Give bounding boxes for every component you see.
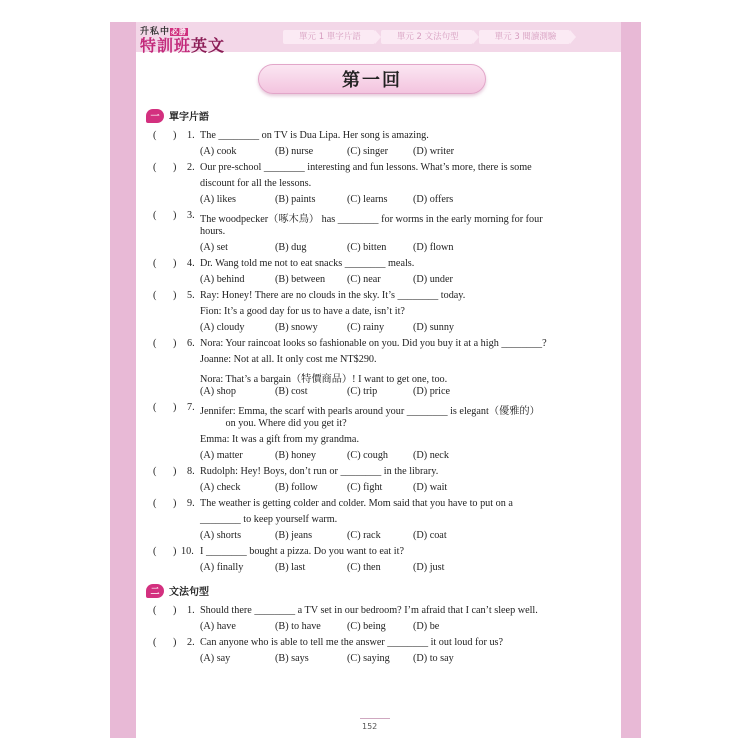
answer-option[interactable]: (C) saying xyxy=(347,653,390,664)
question-text: Dr. Wang told me not to eat snacks ________ meals. xyxy=(200,258,415,269)
question-text: Emma: It was a gift from my grandma. xyxy=(200,434,359,445)
answer-blank-open: ( xyxy=(153,162,157,173)
section-number-badge: 一 xyxy=(146,109,164,123)
question-text: discount for all the lessons. xyxy=(200,178,312,189)
answer-option[interactable]: (D) under xyxy=(413,274,453,285)
answer-option[interactable]: (A) cook xyxy=(200,146,237,157)
question-number: 3. xyxy=(187,210,195,221)
answer-option[interactable]: (A) likes xyxy=(200,194,236,205)
answer-option[interactable]: (A) say xyxy=(200,653,231,664)
question-number: 1. xyxy=(187,605,195,616)
answer-option[interactable]: (B) dug xyxy=(275,242,307,253)
question-text: Rudolph: Hey! Boys, don’t run or ________ in the library. xyxy=(200,466,439,477)
answer-option[interactable]: (B) nurse xyxy=(275,146,314,157)
footer-divider xyxy=(360,718,390,719)
question-number: 5. xyxy=(187,290,195,301)
answer-blank-open: ( xyxy=(153,402,157,413)
title-banner xyxy=(258,64,486,94)
answer-option[interactable]: (D) sunny xyxy=(413,322,455,333)
answer-option[interactable]: (C) fight xyxy=(347,482,383,493)
answer-blank-close: ) xyxy=(173,498,177,509)
answer-option[interactable]: (D) just xyxy=(413,562,445,573)
page-number: 152 xyxy=(362,722,378,731)
question-text: I ________ bought a pizza. Do you want to eat it? xyxy=(200,546,404,557)
answer-blank-close: ) xyxy=(173,162,177,173)
question-number: 10. xyxy=(181,546,194,557)
answer-blank-open: ( xyxy=(153,605,157,616)
answer-option[interactable]: (C) learns xyxy=(347,194,388,205)
section-heading xyxy=(146,583,209,598)
question-text: Should there ________ a TV set in our bedroom? I’m afraid that I can’t sleep well. xyxy=(200,605,538,616)
question-text: Nora: Your raincoat looks so fashionable on you. Did you buy it at a high ________? xyxy=(200,338,547,349)
answer-blank-close: ) xyxy=(173,130,177,141)
answer-option[interactable]: (C) cough xyxy=(347,450,389,461)
answer-blank-close: ) xyxy=(173,546,177,557)
answer-option[interactable]: (D) be xyxy=(413,621,440,632)
answer-option[interactable]: (C) then xyxy=(347,562,381,573)
answer-blank-close: ) xyxy=(173,210,177,221)
answer-option[interactable]: (A) shop xyxy=(200,386,236,397)
answer-option[interactable]: (C) trip xyxy=(347,386,378,397)
answer-option[interactable]: (D) to say xyxy=(413,653,454,664)
section-title: 單字片語 xyxy=(169,112,209,123)
answer-option[interactable]: (A) have xyxy=(200,621,236,632)
brand-subject: 英文 xyxy=(191,36,226,55)
answer-blank-close: ) xyxy=(173,637,177,648)
question-text: Nora: That’s a bargain（特價商品）! I want to get one, too. xyxy=(200,374,448,385)
answer-blank-close: ) xyxy=(173,258,177,269)
question-text: on you. Where did you get it? xyxy=(200,418,347,429)
question-number: 6. xyxy=(187,338,195,349)
answer-option[interactable]: (A) set xyxy=(200,242,229,253)
page-title: 第一回 xyxy=(342,70,402,91)
question-number: 9. xyxy=(187,498,195,509)
answer-blank-close: ) xyxy=(173,290,177,301)
question-text: Joanne: Not at all. It only cost me NT$290. xyxy=(200,354,377,365)
answer-option[interactable]: (B) jeans xyxy=(275,530,313,541)
question-text: The ________ on TV is Dua Lipa. Her song is amazing. xyxy=(200,130,429,141)
question-number: 4. xyxy=(187,258,195,269)
answer-option[interactable]: (B) says xyxy=(275,653,309,664)
question-text: Ray: Honey! There are no clouds in the sky. It’s ________ today. xyxy=(200,290,466,301)
answer-blank-open: ( xyxy=(153,637,157,648)
answer-option[interactable]: (D) offers xyxy=(413,194,454,205)
answer-blank-open: ( xyxy=(153,466,157,477)
answer-option[interactable]: (A) shorts xyxy=(200,530,242,541)
unit-tabs xyxy=(283,30,576,44)
answer-option[interactable]: (A) matter xyxy=(200,450,243,461)
answer-blank-close: ) xyxy=(173,402,177,413)
question-text: hours. xyxy=(200,226,226,237)
answer-option[interactable]: (D) flown xyxy=(413,242,454,253)
answer-blank-close: ) xyxy=(173,605,177,616)
question-text: Can anyone who is able to tell me the answer ________ it out loud for us? xyxy=(200,637,504,648)
answer-option[interactable]: (D) price xyxy=(413,386,451,397)
unit-tab-3[interactable]: 單元 3 閱讀測驗 xyxy=(479,30,571,44)
answer-option[interactable]: (D) wait xyxy=(413,482,448,493)
answer-option[interactable]: (C) being xyxy=(347,621,386,632)
question-text: The weather is getting colder and colder. Mom said that you have to put on a xyxy=(200,498,513,509)
question-number: 8. xyxy=(187,466,195,477)
question-text: ________ to keep yourself warm. xyxy=(200,514,338,525)
section-number-badge: 二 xyxy=(146,584,164,598)
brand-highlight: 必勝 xyxy=(171,28,188,36)
answer-blank-close: ) xyxy=(173,466,177,477)
answer-option[interactable]: (A) cloudy xyxy=(200,322,245,333)
answer-blank-open: ( xyxy=(153,498,157,509)
brand-top-text: 升私中 xyxy=(140,27,171,37)
answer-option[interactable]: (A) behind xyxy=(200,274,245,285)
answer-blank-open: ( xyxy=(153,210,157,221)
answer-option[interactable]: (C) bitten xyxy=(347,242,387,253)
answer-option[interactable]: (A) check xyxy=(200,482,241,493)
answer-option[interactable]: (A) finally xyxy=(200,562,244,573)
answer-option[interactable]: (D) coat xyxy=(413,530,447,541)
answer-option[interactable]: (B) between xyxy=(275,274,326,285)
left-margin-band xyxy=(110,22,136,738)
answer-option[interactable]: (C) near xyxy=(347,274,381,285)
answer-option[interactable]: (B) cost xyxy=(275,386,308,397)
question-text: Our pre-school ________ interesting and fun lessons. What’s more, there is some xyxy=(200,162,532,173)
book-brand xyxy=(140,24,240,55)
brand-main-text: 特訓班 xyxy=(140,36,192,55)
answer-option[interactable]: (B) to have xyxy=(275,621,321,632)
answer-option[interactable]: (C) singer xyxy=(347,146,389,157)
right-margin-band xyxy=(621,22,641,738)
question-number: 2. xyxy=(187,637,195,648)
answer-option[interactable]: (B) paints xyxy=(275,194,316,205)
question-text: The woodpecker（啄木鳥） has ________ for worms in the early morning for four xyxy=(200,214,543,225)
answer-option[interactable]: (C) rainy xyxy=(347,322,385,333)
answer-option[interactable]: (D) neck xyxy=(413,450,449,461)
answer-blank-open: ( xyxy=(153,546,157,557)
question-text: Fion: It’s a good day for us to have a date, isn’t it? xyxy=(200,306,405,317)
answer-option[interactable]: (D) writer xyxy=(413,146,455,157)
answer-option[interactable]: (B) last xyxy=(275,562,306,573)
answer-blank-open: ( xyxy=(153,258,157,269)
answer-option[interactable]: (B) follow xyxy=(275,482,318,493)
answer-blank-open: ( xyxy=(153,338,157,349)
answer-blank-open: ( xyxy=(153,290,157,301)
question-number: 7. xyxy=(187,402,195,413)
answer-blank-close: ) xyxy=(173,338,177,349)
section-heading xyxy=(146,108,209,123)
question-number: 2. xyxy=(187,162,195,173)
unit-tab-2[interactable]: 單元 2 文法句型 xyxy=(381,30,473,44)
answer-option[interactable]: (C) rack xyxy=(347,530,381,541)
answer-option[interactable]: (B) snowy xyxy=(275,322,318,333)
section-title: 文法句型 xyxy=(169,587,209,598)
question-text: Jennifer: Emma, the scarf with pearls around your ________ is elegant（優雅的） xyxy=(200,406,540,417)
answer-blank-open: ( xyxy=(153,130,157,141)
question-number: 1. xyxy=(187,130,195,141)
answer-option[interactable]: (B) honey xyxy=(275,450,317,461)
unit-tab-1[interactable]: 單元 1 單字片語 xyxy=(283,30,375,44)
